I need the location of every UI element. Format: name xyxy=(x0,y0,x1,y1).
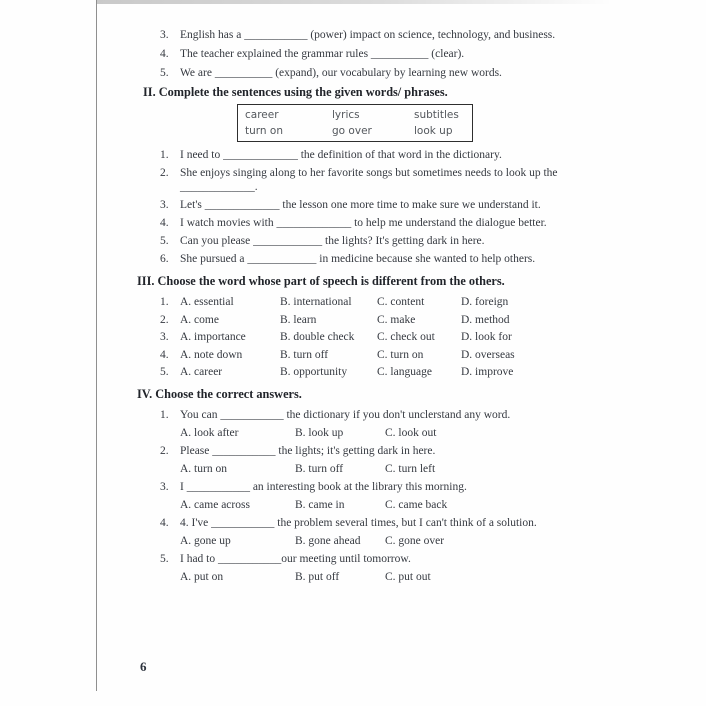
option-c: C. put out xyxy=(385,570,431,583)
exercise2-item xyxy=(137,234,615,248)
option-c: C. came back xyxy=(385,498,448,511)
item-text: We are __________ (expand), our vocabulary by learning new words. xyxy=(180,67,502,79)
option-b: B. put off xyxy=(295,570,340,583)
option-b: B. gone ahead xyxy=(295,534,361,547)
question-text: You can ___________ the dictionary if you don't unclerstand any word. xyxy=(180,409,511,421)
option-a: A. gone up xyxy=(180,534,231,547)
option-a: A. come xyxy=(180,313,219,326)
option-a: A. career xyxy=(180,366,223,378)
exercise4-question xyxy=(137,516,615,530)
item-number: 1. xyxy=(160,409,169,421)
exercise4-question xyxy=(137,480,615,494)
item-number: 3. xyxy=(160,199,169,211)
item-number: 5. xyxy=(160,366,169,378)
item-number: 2. xyxy=(160,167,169,179)
option-b: B. learn xyxy=(280,313,317,326)
option-d: D. overseas xyxy=(461,348,515,361)
item-number: 3. xyxy=(160,29,169,41)
option-b: B. opportunity xyxy=(280,366,348,378)
item-number: 5. xyxy=(160,553,169,565)
option-b: B. look up xyxy=(295,426,344,439)
item-number: 5. xyxy=(160,235,169,247)
option-c: C. content xyxy=(377,296,425,308)
item-number: 1. xyxy=(160,296,169,308)
scan-top-shadow xyxy=(97,0,613,4)
item-text: She enjoys singing along to her favorite songs but sometimes needs to look up the _____________. xyxy=(180,167,558,193)
item-number: 1. xyxy=(160,149,169,161)
option-d: D. foreign xyxy=(461,296,509,308)
option-b: B. turn off xyxy=(295,462,344,475)
exercise3-row xyxy=(137,365,615,379)
option-c: C. turn on xyxy=(377,348,424,361)
question-text: 4. I've ___________ the problem several times, but I can't think of a solution. xyxy=(180,517,537,529)
question-text: I had to ___________our meeting until tomorrow. xyxy=(180,553,411,565)
exercise2-item xyxy=(137,216,615,230)
item-text: The teacher explained the grammar rules __________ (clear). xyxy=(180,48,465,60)
item-number: 5. xyxy=(160,67,169,79)
word-bank-word: career xyxy=(245,109,279,121)
item-text: Can you please ____________ the lights? It's getting dark in here. xyxy=(180,235,485,247)
question-text: I ___________ an interesting book at the library this morning. xyxy=(180,481,467,493)
exercise4-question xyxy=(137,408,615,422)
exercise4-options xyxy=(137,534,615,548)
word-bank-word: look up xyxy=(414,124,453,137)
option-b: B. turn off xyxy=(280,348,329,361)
exercise4-options xyxy=(137,570,615,584)
exercise3-row xyxy=(137,313,615,327)
option-c: C. gone over xyxy=(385,534,445,547)
item-number: 3. xyxy=(160,331,169,343)
word-bank-word: turn on xyxy=(245,124,283,137)
option-b: B. came in xyxy=(295,498,345,511)
item-number: 2. xyxy=(160,313,169,326)
option-a: A. essential xyxy=(180,296,234,308)
exercise1-item xyxy=(137,28,615,42)
exercise4-options xyxy=(137,462,615,476)
exercise4-question xyxy=(137,444,615,458)
page-content xyxy=(137,24,615,588)
exercise1-item xyxy=(137,66,615,80)
word-bank-box xyxy=(237,104,473,142)
word-bank-word: go over xyxy=(332,124,372,137)
scan-edge-line xyxy=(96,0,97,691)
option-a: A. put on xyxy=(180,570,224,583)
option-c: C. turn left xyxy=(385,462,436,475)
option-b: B. double check xyxy=(280,331,355,343)
option-d: D. method xyxy=(461,313,510,326)
item-number: 4. xyxy=(160,48,169,60)
option-a: A. note down xyxy=(180,348,243,361)
option-b: B. international xyxy=(280,296,352,308)
item-text: I need to _____________ the definition of that word in the dictionary. xyxy=(180,149,502,161)
word-bank-word: subtitles xyxy=(414,109,459,121)
option-c: C. look out xyxy=(385,426,437,439)
option-a: A. came across xyxy=(180,498,250,511)
item-text: Let's _____________ the lesson one more time to make sure we understand it. xyxy=(180,199,541,211)
exercise3-heading: III. Choose the word whose part of speech is different from the others. xyxy=(137,274,505,288)
exercise3-row xyxy=(137,348,615,362)
exercise3-row xyxy=(137,330,615,344)
exercise4-options xyxy=(137,498,615,512)
option-c: C. language xyxy=(377,366,432,378)
item-number: 4. xyxy=(160,517,169,529)
item-number: 4. xyxy=(160,348,169,361)
item-number: 2. xyxy=(160,445,169,457)
item-number: 4. xyxy=(160,217,169,229)
exercise2-heading: II. Complete the sentences using the given words/ phrases. xyxy=(143,85,448,99)
exercise4-question xyxy=(137,552,615,566)
exercise2-item xyxy=(137,252,615,266)
exercise4-options xyxy=(137,426,615,440)
exercise4-heading: IV. Choose the correct answers. xyxy=(137,387,302,401)
item-number: 3. xyxy=(160,481,169,493)
question-text: Please ___________ the lights; it's getting dark in here. xyxy=(180,445,436,457)
page-number: 6 xyxy=(140,659,147,674)
option-d: D. look for xyxy=(461,331,512,343)
option-a: A. look after xyxy=(180,426,239,439)
word-bank-word: lyrics xyxy=(332,109,360,121)
option-c: C. make xyxy=(377,313,416,326)
item-number: 6. xyxy=(160,253,169,265)
exercise3-row xyxy=(137,295,615,309)
item-text: I watch movies with _____________ to help me understand the dialogue better. xyxy=(180,217,547,229)
option-a: A. turn on xyxy=(180,462,227,475)
option-a: A. importance xyxy=(180,331,246,343)
option-d: D. improve xyxy=(461,366,514,378)
item-text: She pursued a ____________ in medicine because she wanted to help others. xyxy=(180,253,536,265)
exercise1-item xyxy=(137,47,615,61)
exercise2-item xyxy=(137,148,615,162)
item-text: English has a ___________ (power) impact on science, technology, and business. xyxy=(180,29,556,41)
exercise2-item xyxy=(137,198,615,212)
option-c: C. check out xyxy=(377,331,435,343)
exercise2-item xyxy=(137,166,615,194)
